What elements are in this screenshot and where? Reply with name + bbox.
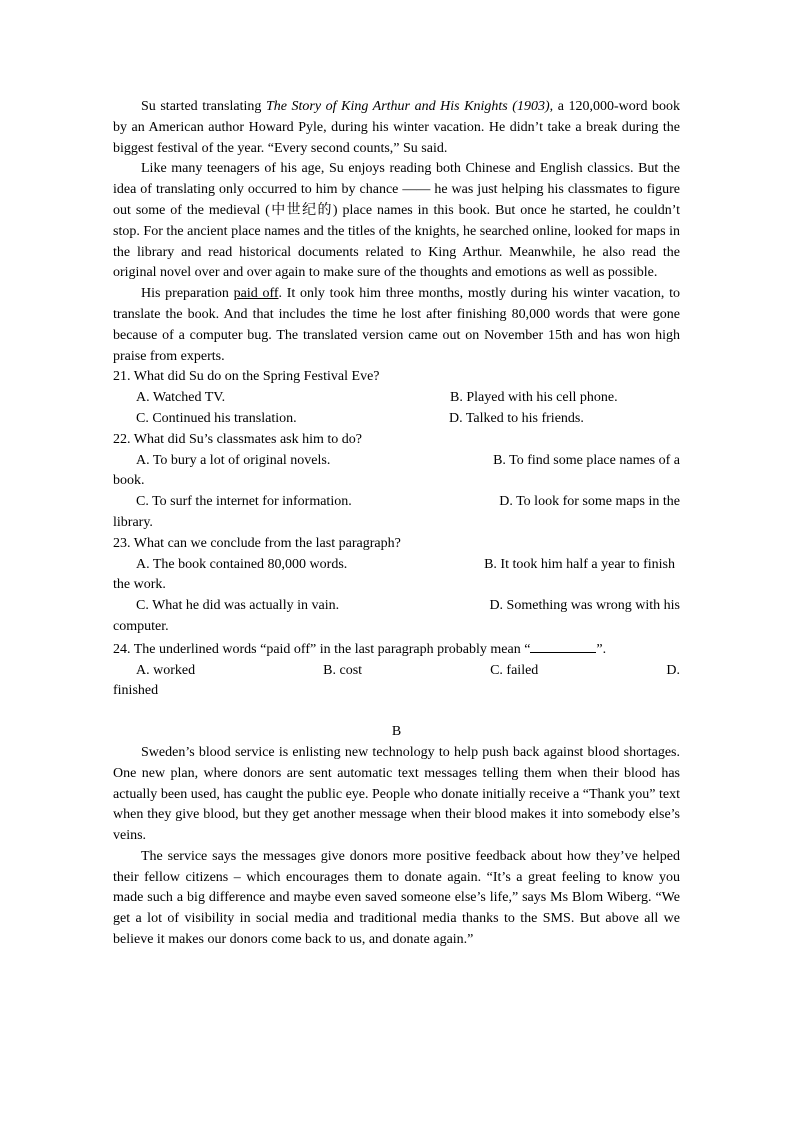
q23-option-b-continued: the work. — [113, 577, 166, 593]
question-21-stem: 21. What did Su do on the Spring Festival Eve? — [113, 369, 380, 385]
p3-text-pre: His preparation — [141, 286, 234, 302]
q24-option-d: D. — [666, 662, 680, 678]
q21-option-d: D. Talked to his friends. — [449, 410, 584, 426]
question-21-row-2 — [113, 409, 680, 430]
q24-stem-pre: 24. The underlined words “paid off” in the last paragraph probably mean “ — [113, 641, 531, 657]
question-23-row-1 — [113, 555, 680, 576]
q22-option-d-continued: library. — [113, 514, 153, 530]
passage-b-paragraph-1: Sweden’s blood service is enlisting new technology to help push back against blood shortages. One new plan, where donors are sent automatic text messages telling them when their blood has actually been used, has caught the public eye. People who donate initially receive a “Thank you” text when they give blood, but they get another message when their blood makes it into somebody else’s veins. — [113, 744, 680, 844]
q21-option-b: B. Played with his cell phone. — [450, 390, 618, 406]
q21-option-a: A. Watched TV. — [136, 390, 226, 406]
answer-blank — [530, 638, 596, 653]
question-24-stem — [113, 638, 680, 661]
q22-option-a: A. To bury a lot of original novels. — [136, 452, 331, 468]
q23-option-d: D. Something was wrong with his — [489, 598, 680, 614]
question-22-stem: 22. What did Su’s classmates ask him to do? — [113, 431, 362, 447]
passage-a-paragraph-1 — [113, 97, 680, 159]
passage-a-paragraph-3 — [113, 284, 680, 367]
q24-option-d-continued: finished — [113, 683, 159, 699]
q23-option-a: A. The book contained 80,000 words. — [136, 556, 348, 572]
q24-option-b: B. cost — [323, 662, 363, 678]
question-22-row-1 — [113, 451, 680, 472]
q24-option-c: C. failed — [490, 662, 539, 678]
passage-a-paragraph-2: Like many teenagers of his age, Su enjoys reading both Chinese and English classics. But the idea of translating only occurred to him by chance —— he was just helping his classmates to figure out some of the medieval (中世纪的) place names in this book. But once he started, he couldn’t stop. For the ancient place names and the titles of the knights, he searched online, looked for maps in the library and read historical documents related to King Arthur. Meanwhile, he also read the original novel over and over again to make sure of the thoughts and emotions as well as possible. — [113, 161, 680, 281]
passage-b-paragraph-2: The service says the messages give donors more positive feedback about how they’ve helped their fellow citizens – which encourages them to donate again. “It’s a great feeling to know you made such a big difference and maybe even saved someone else’s life,” says Ms Blom Wiberg. “We get a lot of visibility in social media and traditional media thanks to the SMS. But above all we believe it makes our donors come back to us, and donate again.” — [113, 848, 680, 948]
q23-option-c: C. What he did was actually in vain. — [136, 598, 340, 614]
p1-text-pre: Su started translating — [141, 99, 266, 114]
document-content — [113, 97, 680, 951]
q22-option-c: C. To surf the internet for information. — [136, 494, 352, 510]
book-title: The Story of King Arthur and His Knights (1903) — [265, 99, 550, 114]
p3-text-post: . It only took him three months, mostly during his winter vacation, to translate the book. And that includes the time he lost after finishing 80,000 words that were gone because of a computer bug. The translated version came out on November 15th and has won high praise from experts. — [113, 286, 680, 364]
q21-option-c: C. Continued his translation. — [136, 410, 297, 426]
underlined-phrase: paid off — [233, 286, 279, 302]
section-heading-b: B — [391, 724, 402, 740]
q22-option-d: D. To look for some maps in the — [499, 494, 680, 510]
q24-stem-post: ”. — [596, 641, 607, 657]
q24-option-a: A. worked — [136, 662, 196, 678]
q22-option-b: B. To find some place names of a — [493, 452, 680, 468]
question-23-stem: 23. What can we conclude from the last paragraph? — [113, 535, 401, 551]
question-22-row-2 — [113, 492, 680, 513]
q22-option-b-continued: book. — [113, 473, 145, 489]
q23-option-d-continued: computer. — [113, 618, 169, 634]
question-21-row-1 — [113, 388, 680, 409]
question-24-options — [113, 661, 680, 682]
question-23-row-2 — [113, 596, 680, 617]
p1-text-post: , a 120,000-word book by an American author Howard Pyle, during his winter vacation. He didn’t take a break during the biggest festival of the year. “Every second counts,” Su said. — [113, 99, 681, 156]
q23-option-b: B. It took him half a year to finish — [484, 556, 675, 572]
